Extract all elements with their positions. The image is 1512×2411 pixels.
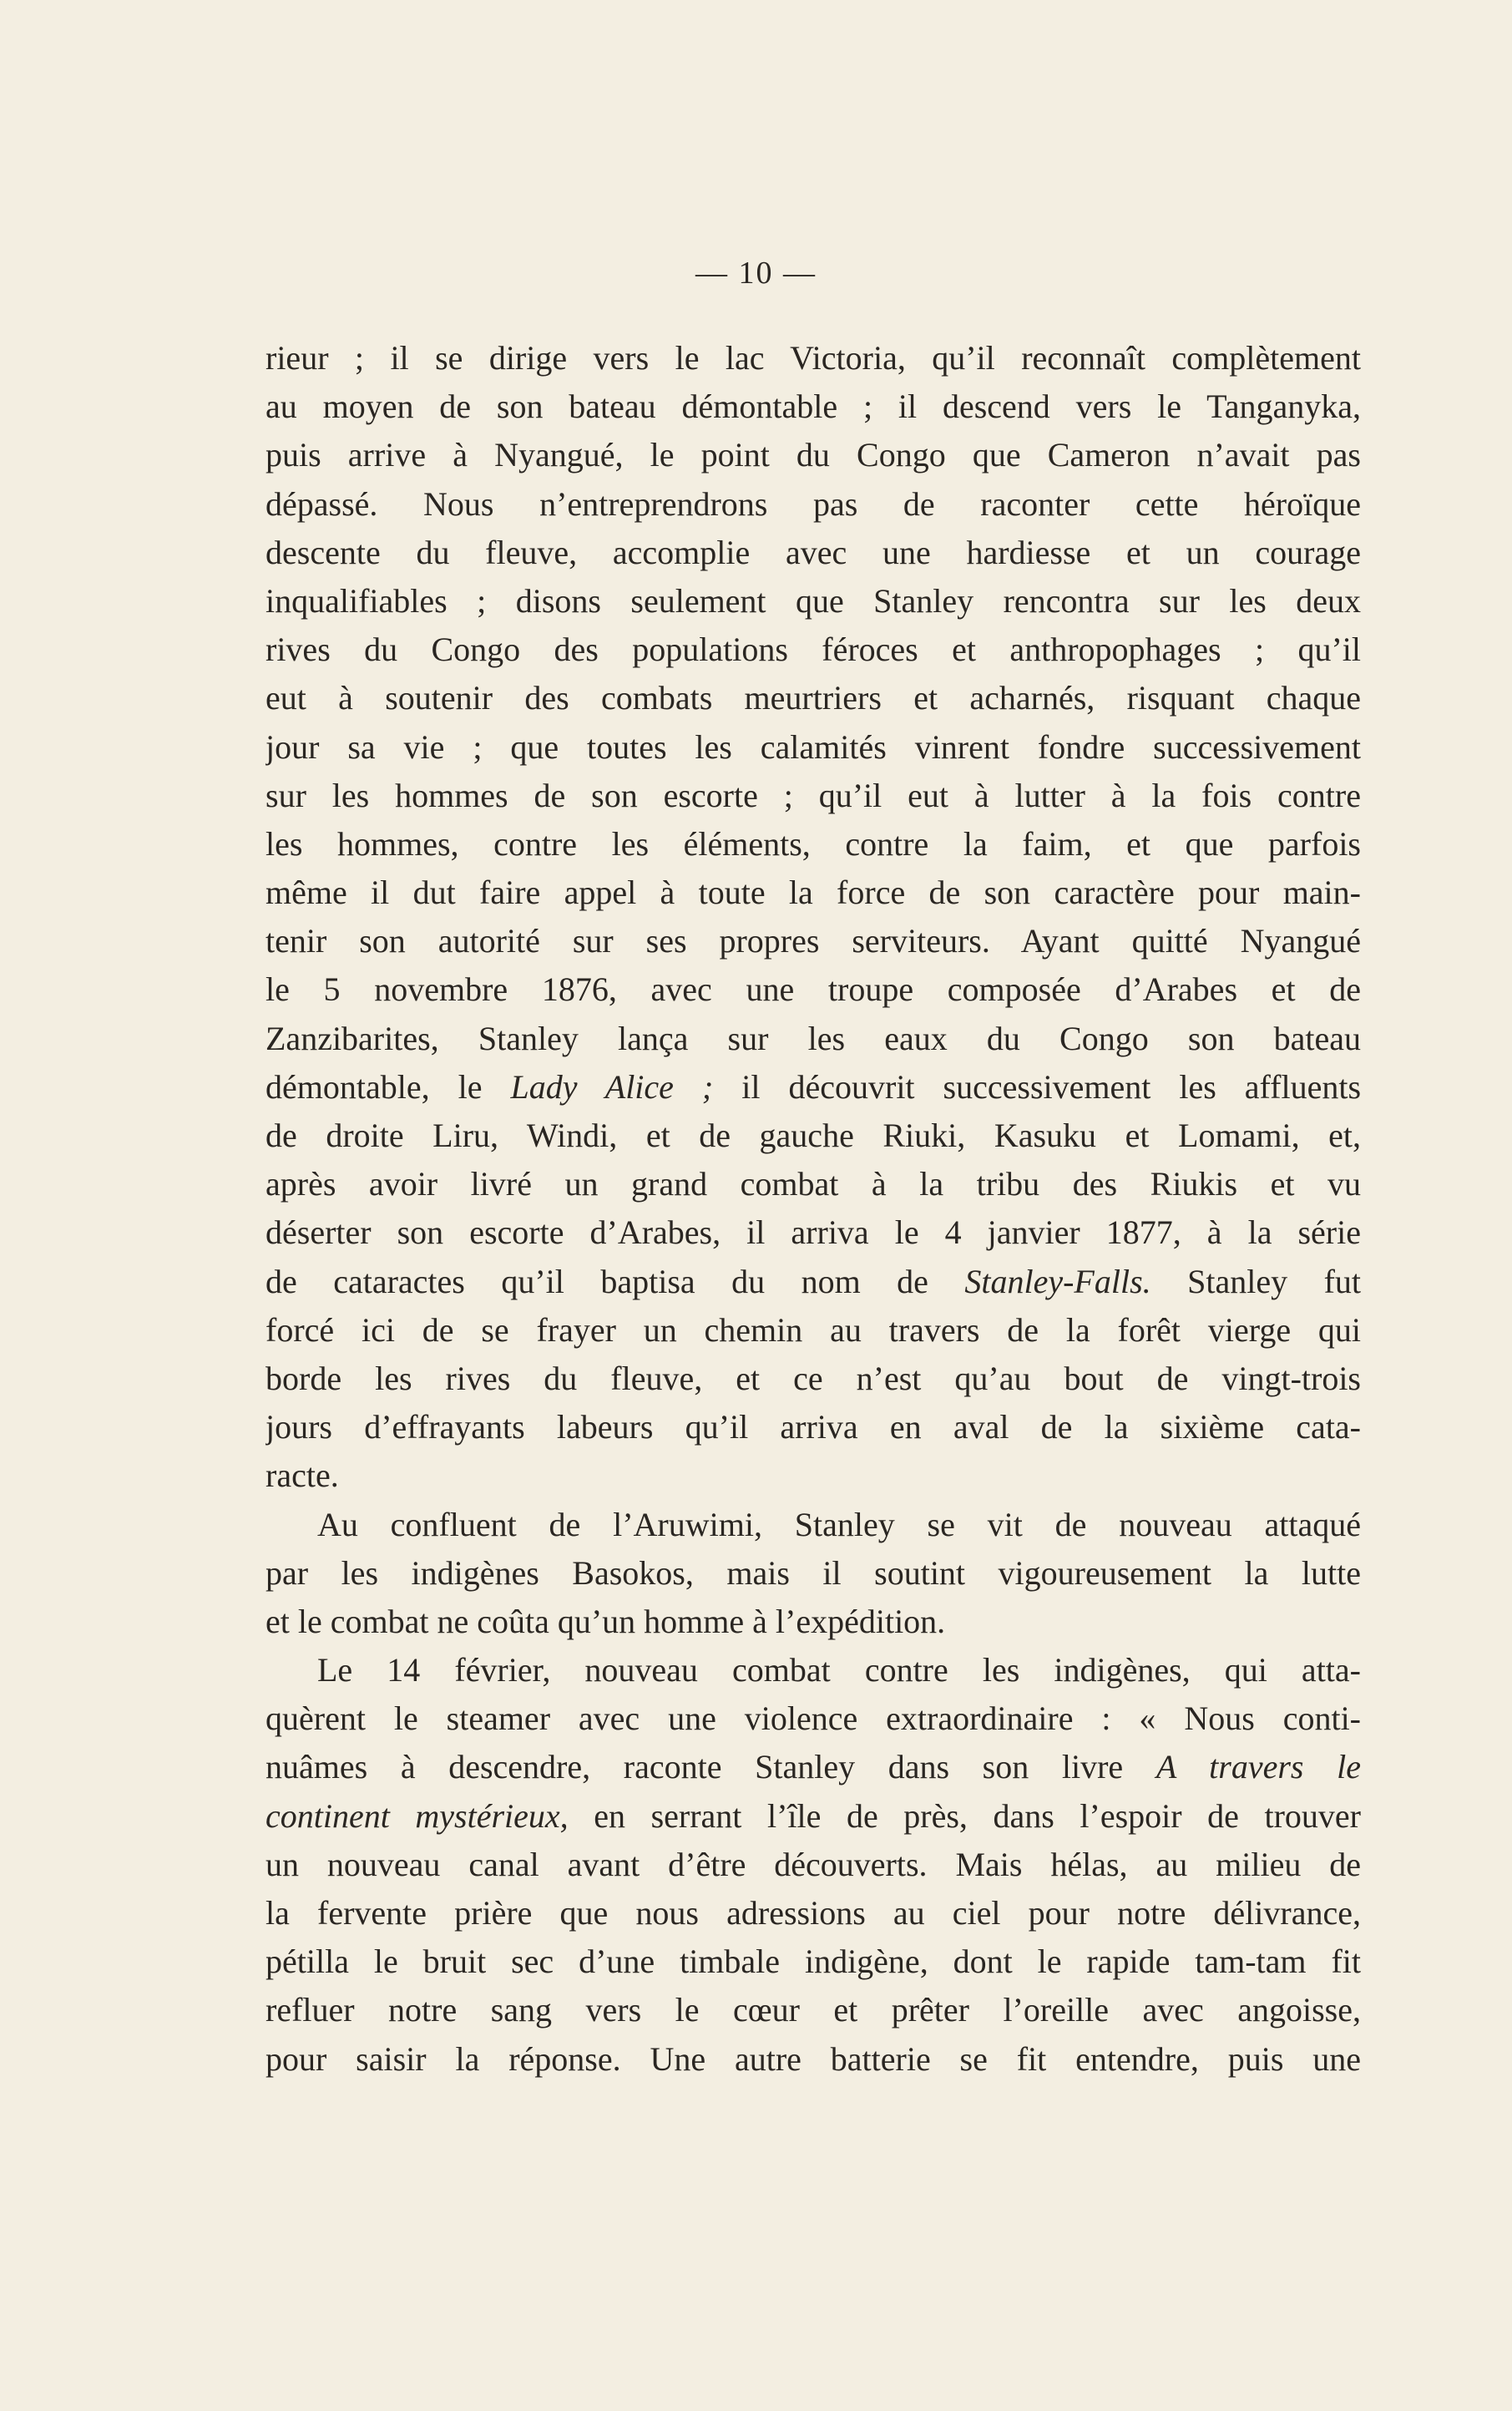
line-text: au moyen de son bateau démontable ; il descend vers le Tanganyka,	[265, 387, 1361, 426]
text-line	[265, 1598, 1361, 1646]
text-line	[265, 382, 1361, 431]
text-line	[265, 1743, 1361, 1791]
text-line	[265, 1403, 1361, 1451]
line-text: puis arrive à Nyangué, le point du Congo que Cameron n’avait pas	[265, 436, 1361, 474]
text-line	[265, 869, 1361, 917]
text-line	[265, 1937, 1361, 1986]
text-line	[265, 917, 1361, 965]
text-line	[265, 1258, 1361, 1306]
text-line	[265, 1792, 1361, 1841]
line-text: Le 14 février, nouveau combat contre les indigènes, qui atta-	[317, 1651, 1361, 1689]
text-line	[265, 1112, 1361, 1160]
line-text: tenir son autorité sur ses propres serviteurs. Ayant quitté Nyangué	[265, 922, 1361, 960]
text-line	[265, 1355, 1361, 1403]
text-line	[265, 674, 1361, 722]
italic-title: A travers le	[1155, 1748, 1361, 1786]
line-text: nuâmes à descendre, raconte Stanley dans son livre	[265, 1748, 1156, 1786]
text-line	[265, 1063, 1361, 1112]
line-text: inqualifiables ; disons seulement que Stanley rencontra sur les deux	[265, 581, 1361, 620]
text-line	[265, 1501, 1361, 1549]
text-line	[265, 1306, 1361, 1355]
line-text: de cataractes qu’il baptisa du nom de	[265, 1262, 965, 1300]
line-text: la fervente prière que nous adressions au ciel pour notre délivrance,	[265, 1894, 1361, 1932]
line-text: par les indigènes Basokos, mais il soutint vigoureusement la lutte	[265, 1553, 1361, 1592]
line-text: les hommes, contre les éléments, contre la faim, et que parfois	[265, 824, 1361, 863]
line-text: même il dut faire appel à toute la force de son caractère pour main-	[265, 874, 1361, 912]
italic-title: Stanley-Falls.	[964, 1262, 1151, 1300]
text-line	[265, 1986, 1361, 2034]
line-text: racte.	[265, 1456, 339, 1495]
line-text: descente du fleuve, accomplie avec une hardiesse et un courage	[265, 533, 1361, 571]
line-text: et le combat ne coûta qu’un homme à l’expédition.	[265, 1602, 946, 1640]
line-text: eut à soutenir des combats meurtriers et acharnés, risquant chaque	[265, 679, 1361, 717]
body-text	[265, 334, 1361, 2084]
line-text: démontable, le	[265, 1067, 511, 1106]
text-line	[265, 1549, 1361, 1598]
text-line	[265, 626, 1361, 674]
line-text: pétilla le bruit sec d’une timbale indigène, dont le rapide tam-tam fit	[265, 1942, 1361, 1981]
text-line	[265, 1841, 1361, 1889]
text-line	[265, 772, 1361, 820]
line-text: rieur ; il se dirige vers le lac Victoria, qu’il reconnaît complètement	[265, 339, 1361, 377]
line-text: jours d’effrayants labeurs qu’il arriva en aval de la sixième cata-	[265, 1408, 1361, 1446]
text-line	[265, 480, 1361, 529]
text-line	[265, 965, 1361, 1014]
italic-title: Lady Alice ;	[510, 1067, 714, 1106]
text-line	[265, 1015, 1361, 1063]
text-line	[265, 1451, 1361, 1500]
text-line	[265, 1889, 1361, 1937]
page-number: — 10 —	[695, 256, 817, 291]
text-line	[265, 1160, 1361, 1208]
line-text: pour saisir la réponse. Une autre batterie se fit entendre, puis une	[265, 2039, 1361, 2078]
line-text: Stanley fut	[1150, 1262, 1361, 1300]
line-text: Zanzibarites, Stanley lança sur les eaux du Congo son bateau	[265, 1019, 1361, 1057]
line-text: jour sa vie ; que toutes les calamités vinrent fondre successivement	[265, 727, 1361, 766]
line-text: en serrant l’île de près, dans l’espoir de trouver	[568, 1796, 1361, 1835]
line-text: dépassé. Nous n’entreprendrons pas de raconter cette héroïque	[265, 484, 1361, 523]
text-line	[265, 820, 1361, 869]
text-line	[265, 723, 1361, 772]
line-text: déserter son escorte d’Arabes, il arriva le 4 janvier 1877, à la série	[265, 1213, 1361, 1252]
text-line	[265, 1208, 1361, 1257]
line-text: Au confluent de l’Aruwimi, Stanley se vit de nouveau attaqué	[317, 1505, 1361, 1543]
text-line	[265, 431, 1361, 479]
line-text: forcé ici de se frayer un chemin au travers de la forêt vierge qui	[265, 1310, 1361, 1349]
italic-title: continent mystérieux,	[265, 1796, 569, 1835]
text-line	[265, 2035, 1361, 2084]
text-line	[265, 577, 1361, 626]
line-text: il découvrit successivement les affluents	[713, 1067, 1361, 1106]
text-line	[265, 334, 1361, 382]
text-line	[265, 1694, 1361, 1743]
line-text: de droite Liru, Windi, et de gauche Riuki, Kasuku et Lomami, et,	[265, 1117, 1361, 1154]
line-text: après avoir livré un grand combat à la tribu des Riukis et vu	[265, 1165, 1361, 1203]
line-text: sur les hommes de son escorte ; qu’il eut à lutter à la fois contre	[265, 776, 1361, 814]
line-text: un nouveau canal avant d’être découverts. Mais hélas, au milieu de	[265, 1845, 1361, 1883]
line-text: refluer notre sang vers le cœur et prêter l’oreille avec angoisse,	[265, 1991, 1361, 2029]
line-text: le 5 novembre 1876, avec une troupe composée d’Arabes et de	[265, 970, 1361, 1009]
line-text: borde les rives du fleuve, et ce n’est qu’au bout de vingt-trois	[265, 1359, 1361, 1397]
line-text: rives du Congo des populations féroces et anthropophages ; qu’il	[265, 631, 1361, 669]
line-text: quèrent le steamer avec une violence extraordinaire : « Nous conti-	[265, 1699, 1361, 1738]
text-line	[265, 529, 1361, 577]
text-line	[265, 1646, 1361, 1694]
